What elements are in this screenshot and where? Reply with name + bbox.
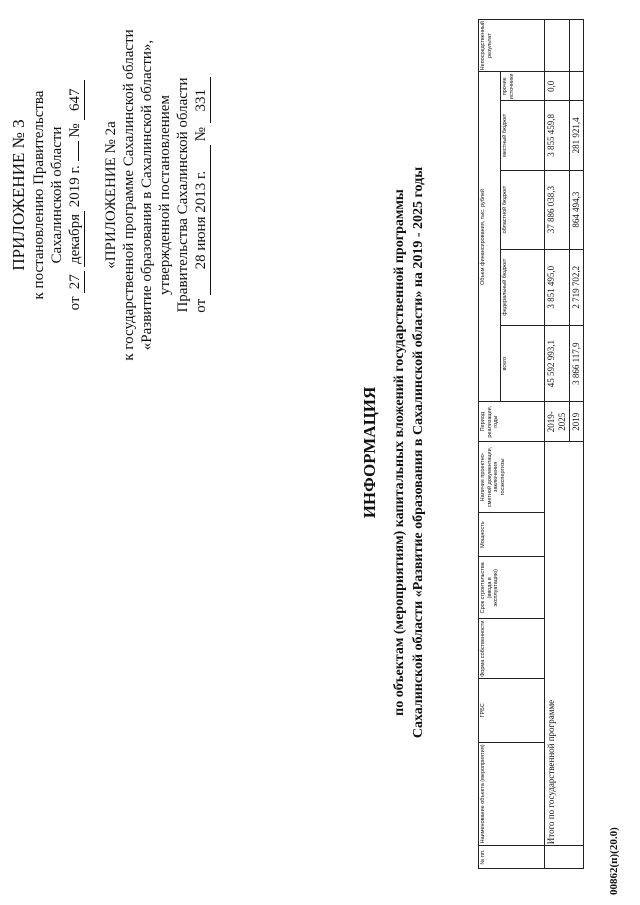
appendix-3-line2: Сахалинской области xyxy=(49,126,65,264)
appendix-2a-line2: «Развитие образования в Сахалинской области», xyxy=(139,39,155,351)
appendix-3-number: 647 xyxy=(66,80,85,120)
header-total: всего xyxy=(501,325,545,402)
header-num: № пп. xyxy=(479,846,545,869)
appendix-3-title: ПРИЛОЖЕНИЕ № 3 xyxy=(9,119,28,271)
row2-local: 281 921,4 xyxy=(570,101,584,171)
row2-total: 3 866 117,9 xyxy=(570,325,584,402)
appendix-3-no: № xyxy=(67,123,83,138)
header-term: Срок строительства (ввода в эксплуатацию) xyxy=(479,557,545,619)
row1-regional: 37 886 038,3 xyxy=(545,170,570,249)
appendix-2a-date: 28 июня 2013 г. xyxy=(192,145,211,295)
header-form: Форма собственности xyxy=(479,619,545,679)
appendix-3-month: декабря xyxy=(66,211,85,267)
appendix-2a-date-line xyxy=(192,15,211,375)
row2-period: 2019 xyxy=(570,402,584,442)
header-name: Наименование объекта (мероприятия) xyxy=(479,742,545,846)
footer-code: 00862(п)(20.0) xyxy=(608,827,620,895)
appendix-3-block xyxy=(8,45,85,345)
appendix-2a-line4: Правительства Сахалинской области xyxy=(175,77,191,313)
appendix-2a-line1: к государственной программе Сахалинской области xyxy=(121,29,137,361)
table-row xyxy=(545,20,570,869)
capital-investments-table xyxy=(478,19,584,869)
appendix-3-line1: к постановлению Правительства xyxy=(31,90,47,300)
appendix-2a-no: № xyxy=(193,127,209,142)
appendix-3-day: 27 xyxy=(66,271,85,293)
document-title: ИНФОРМАЦИЯ xyxy=(360,386,379,519)
row1-local: 3 855 459,8 xyxy=(545,101,570,171)
appendix-3-g: г. xyxy=(67,165,83,174)
header-capacity: Мощность xyxy=(479,512,545,556)
row1-other: 0,0 xyxy=(545,72,570,101)
header-regional: областной бюджет xyxy=(501,170,545,249)
header-other: прочие источники xyxy=(501,72,545,101)
total-label: Итого по государственной программе xyxy=(545,441,584,845)
appendix-3-from: от xyxy=(67,296,83,311)
document-subtitle-1: по объектам (мероприятиям) капитальных вложений государственной программы xyxy=(392,189,407,716)
appendix-3-year: 2019 xyxy=(67,177,83,208)
row1-federal: 3 851 495,0 xyxy=(545,249,570,325)
header-grbs: ГРБС xyxy=(479,679,545,742)
row1-total: 45 592 993,1 xyxy=(545,325,570,402)
header-result: Непосредственный результат xyxy=(479,20,545,72)
appendix-2a-line3: утвержденной постановлением xyxy=(157,95,173,295)
header-federal: федеральный бюджет xyxy=(501,249,545,325)
row2-other xyxy=(570,72,584,101)
row2-regional: 864 494,3 xyxy=(570,170,584,249)
appendix-2a-title: «ПРИЛОЖЕНИЕ № 2а xyxy=(103,121,119,269)
header-period: Период реализации, годы xyxy=(479,402,545,442)
header-funding: Объем финансирования, тыс. рублей xyxy=(479,72,501,402)
row1-period: 2019-2025 xyxy=(545,402,570,442)
document-subtitle-2: Сахалинской области «Развитие образования в Сахалинской области» на 2019 - 2025 годы xyxy=(411,166,426,739)
appendix-2a-from: от xyxy=(193,298,209,313)
row2-federal: 2 719 702,2 xyxy=(570,249,584,325)
appendix-2a-block xyxy=(102,15,211,375)
appendix-2a-number: 331 xyxy=(192,77,211,123)
header-local: местный бюджет xyxy=(501,101,545,171)
appendix-3-date-line xyxy=(66,45,85,345)
header-docs: Наличие проектно-сметной документации, заключения госэкспертизы xyxy=(479,441,545,512)
